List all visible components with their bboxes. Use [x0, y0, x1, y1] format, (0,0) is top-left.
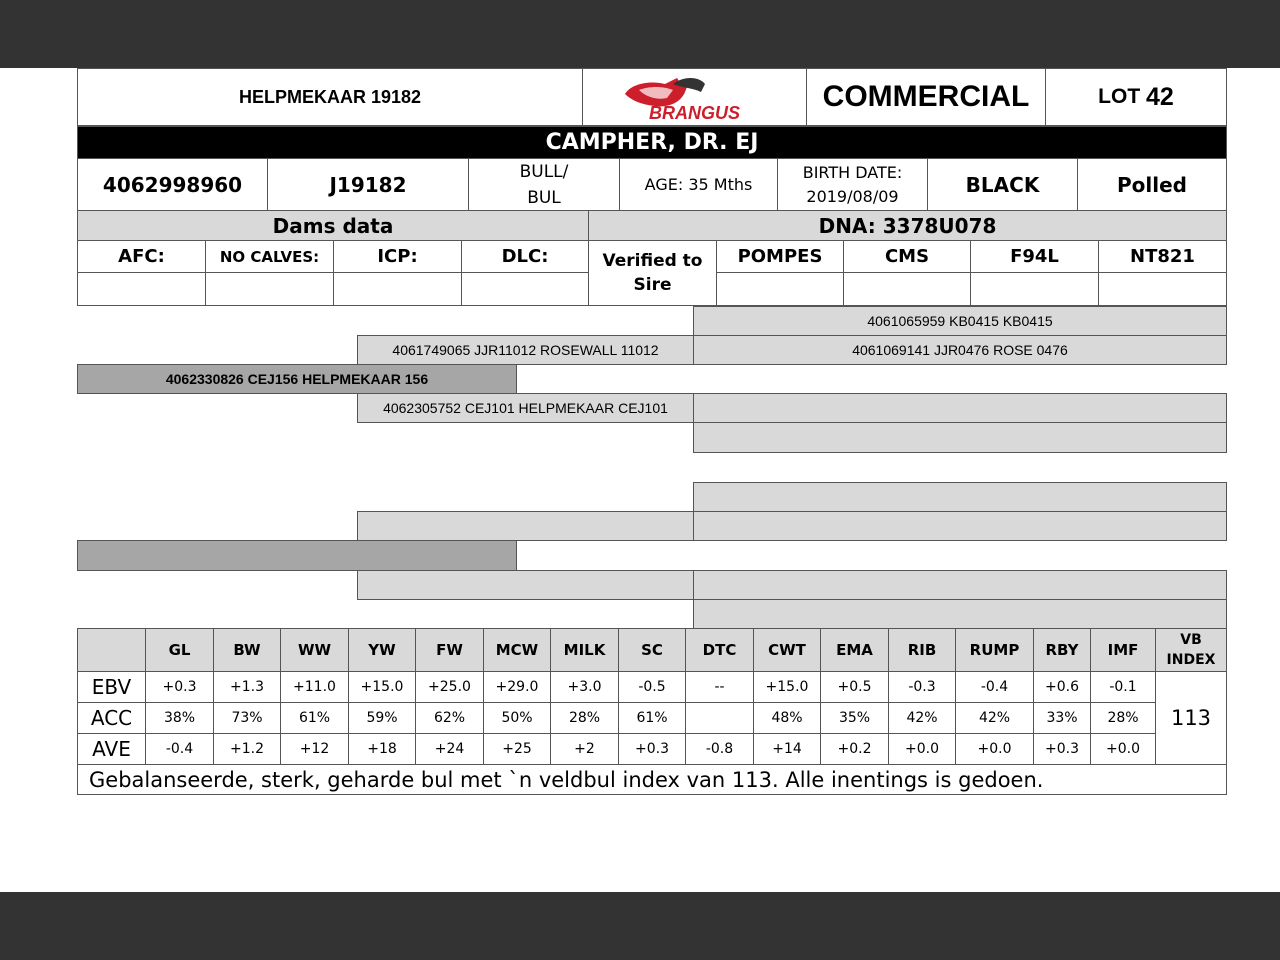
ebv-header-cell: RBY [1034, 629, 1091, 672]
ebv-header-cell: IMF [1091, 629, 1156, 672]
ave-row [78, 734, 1227, 765]
acc-cell: 35% [821, 703, 889, 734]
vb-label-line2: INDEX [1166, 652, 1216, 668]
vb-index-header [1156, 629, 1227, 672]
ebv-cell: +15.0 [349, 672, 416, 703]
ebv-cell: -0.3 [889, 672, 956, 703]
pedigree-sire-dam-sire [693, 393, 1227, 423]
pedigree-sire-sire-dam: 4061069141 JJR0476 ROSE 0476 [693, 335, 1227, 365]
sex-line1: BULL/ [519, 161, 569, 182]
ebv-cell: -- [686, 672, 754, 703]
ebv-header-cell: BW [214, 629, 281, 672]
pedigree-sire-sire-sire: 4061065959 KB0415 KB0415 [693, 306, 1227, 336]
pedigree-sire-sire: 4061749065 JJR11012 ROSEWALL 11012 [357, 335, 694, 365]
ebv-header-cell: MCW [484, 629, 551, 672]
ebv-header-cell: MILK [551, 629, 619, 672]
owner-banner: CAMPHER, DR. EJ [77, 126, 1227, 159]
dams-value-afc [77, 272, 206, 306]
pedigree-sire: 4062330826 CEJ156 HELPMEKAAR 156 [77, 364, 517, 394]
logo-text: BRANGUS [649, 103, 741, 123]
acc-cell: 48% [754, 703, 821, 734]
dams-field-afc: AFC: [77, 240, 206, 273]
acc-cell: 59% [349, 703, 416, 734]
ebv-cell: +15.0 [754, 672, 821, 703]
ebv-header-row [78, 629, 1227, 672]
dna-test-f94l: F94L [970, 240, 1099, 273]
farm-name: HELPMEKAAR 19182 [77, 68, 583, 126]
pedigree-dam-dam-sire [693, 570, 1227, 600]
row-label: AVE [78, 734, 146, 765]
pedigree-sire-dam: 4062305752 CEJ101 HELPMEKAAR CEJ101 [357, 393, 694, 423]
ave-cell: +0.2 [821, 734, 889, 765]
acc-cell: 61% [281, 703, 349, 734]
animal-tattoo: J19182 [267, 158, 469, 211]
acc-cell: 62% [416, 703, 484, 734]
ave-cell: +1.2 [214, 734, 281, 765]
ave-cell: +0.0 [889, 734, 956, 765]
verified-to-sire [588, 240, 717, 306]
ebv-header-cell: SC [619, 629, 686, 672]
ave-cell: -0.4 [146, 734, 214, 765]
ave-cell: +25 [484, 734, 551, 765]
ebv-header-cell: DTC [686, 629, 754, 672]
category-label: COMMERCIAL [806, 68, 1046, 126]
ebv-header-cell: RUMP [956, 629, 1034, 672]
logo-cell [582, 68, 807, 126]
dna-result-f94l [970, 272, 1099, 306]
dna-test-nt821: NT821 [1098, 240, 1227, 273]
dna-result-nt821 [1098, 272, 1227, 306]
pedigree-dam [77, 540, 517, 571]
ebv-table [77, 628, 1227, 795]
dams-value-dlc [461, 272, 589, 306]
ebv-cell: +3.0 [551, 672, 619, 703]
pedigree-dam-dam-dam [693, 599, 1227, 629]
sex-line2: BUL [527, 187, 561, 208]
ebv-corner-cell [78, 629, 146, 672]
ebv-cell: +0.6 [1034, 672, 1091, 703]
row-label: EBV [78, 672, 146, 703]
ebv-header-cell: YW [349, 629, 416, 672]
ave-cell: +24 [416, 734, 484, 765]
lot-number: 42 [1146, 82, 1174, 111]
verified-line1: Verified to [602, 251, 703, 271]
acc-cell [686, 703, 754, 734]
animal-color: BLACK [927, 158, 1078, 211]
ebv-cell: -0.4 [956, 672, 1034, 703]
brangus-logo [619, 72, 773, 126]
pedigree-dam-sire-sire [693, 482, 1227, 512]
ebv-header-cell: CWT [754, 629, 821, 672]
dams-data-title: Dams data [77, 210, 589, 241]
ebv-cell: +11.0 [281, 672, 349, 703]
ave-cell: +0.0 [1091, 734, 1156, 765]
acc-cell: 73% [214, 703, 281, 734]
ebv-cell: -0.5 [619, 672, 686, 703]
ave-cell: +14 [754, 734, 821, 765]
acc-cell: 42% [889, 703, 956, 734]
lot-cell [1045, 68, 1227, 126]
dna-test-cms: CMS [843, 240, 971, 273]
acc-cell: 61% [619, 703, 686, 734]
ebv-cell: +29.0 [484, 672, 551, 703]
ave-cell: +0.3 [1034, 734, 1091, 765]
ebv-header-cell: FW [416, 629, 484, 672]
pedigree-sire-dam-dam [693, 422, 1227, 453]
animal-sex [468, 158, 620, 211]
dams-value-icp [333, 272, 462, 306]
comment-text: Gebalanseerde, sterk, geharde bul met `n veldbul index van 113. Alle inentings is gedoen. [78, 765, 1227, 795]
acc-row [78, 703, 1227, 734]
dna-title: DNA: 3378U078 [588, 210, 1227, 241]
acc-cell: 42% [956, 703, 1034, 734]
row-label: ACC [78, 703, 146, 734]
ave-cell: +2 [551, 734, 619, 765]
ave-cell: +18 [349, 734, 416, 765]
ebv-cell: +1.3 [214, 672, 281, 703]
ave-cell: +0.0 [956, 734, 1034, 765]
ave-cell: -0.8 [686, 734, 754, 765]
dams-field-dlc: DLC: [461, 240, 589, 273]
acc-cell: 38% [146, 703, 214, 734]
pedigree-dam-sire [357, 511, 694, 541]
animal-horn-status: Polled [1077, 158, 1227, 211]
verified-line2: Sire [633, 275, 672, 295]
dams-value-no-calves [205, 272, 334, 306]
dna-test-pompes: POMPES [716, 240, 844, 273]
ave-cell: +0.3 [619, 734, 686, 765]
ebv-cell: +25.0 [416, 672, 484, 703]
lot-label: LOT [1098, 85, 1141, 108]
catalog-page [0, 68, 1280, 892]
animal-id: 4062998960 [77, 158, 268, 211]
pedigree-dam-dam [357, 570, 694, 600]
pedigree-dam-sire-dam [693, 511, 1227, 541]
ebv-header-cell: GL [146, 629, 214, 672]
birth-date: 2019/08/09 [806, 186, 899, 206]
ebv-header-cell: EMA [821, 629, 889, 672]
acc-cell: 28% [1091, 703, 1156, 734]
animal-age: AGE: 35 Mths [619, 158, 778, 211]
ebv-header-cell: RIB [889, 629, 956, 672]
ebv-row [78, 672, 1227, 703]
acc-cell: 33% [1034, 703, 1091, 734]
dna-result-pompes [716, 272, 844, 306]
ebv-cell: +0.5 [821, 672, 889, 703]
acc-cell: 50% [484, 703, 551, 734]
ebv-header-cell: WW [281, 629, 349, 672]
acc-cell: 28% [551, 703, 619, 734]
vb-label-line1: VB [1180, 632, 1202, 648]
birth-date-cell [777, 158, 928, 211]
dams-field-no-calves: NO CALVES: [205, 240, 334, 273]
vb-index-value: 113 [1156, 672, 1227, 765]
comment-row [78, 765, 1227, 795]
ebv-cell: -0.1 [1091, 672, 1156, 703]
dams-field-icp: ICP: [333, 240, 462, 273]
ebv-cell: +0.3 [146, 672, 214, 703]
dna-result-cms [843, 272, 971, 306]
ave-cell: +12 [281, 734, 349, 765]
birth-label: BIRTH DATE: [802, 162, 903, 182]
